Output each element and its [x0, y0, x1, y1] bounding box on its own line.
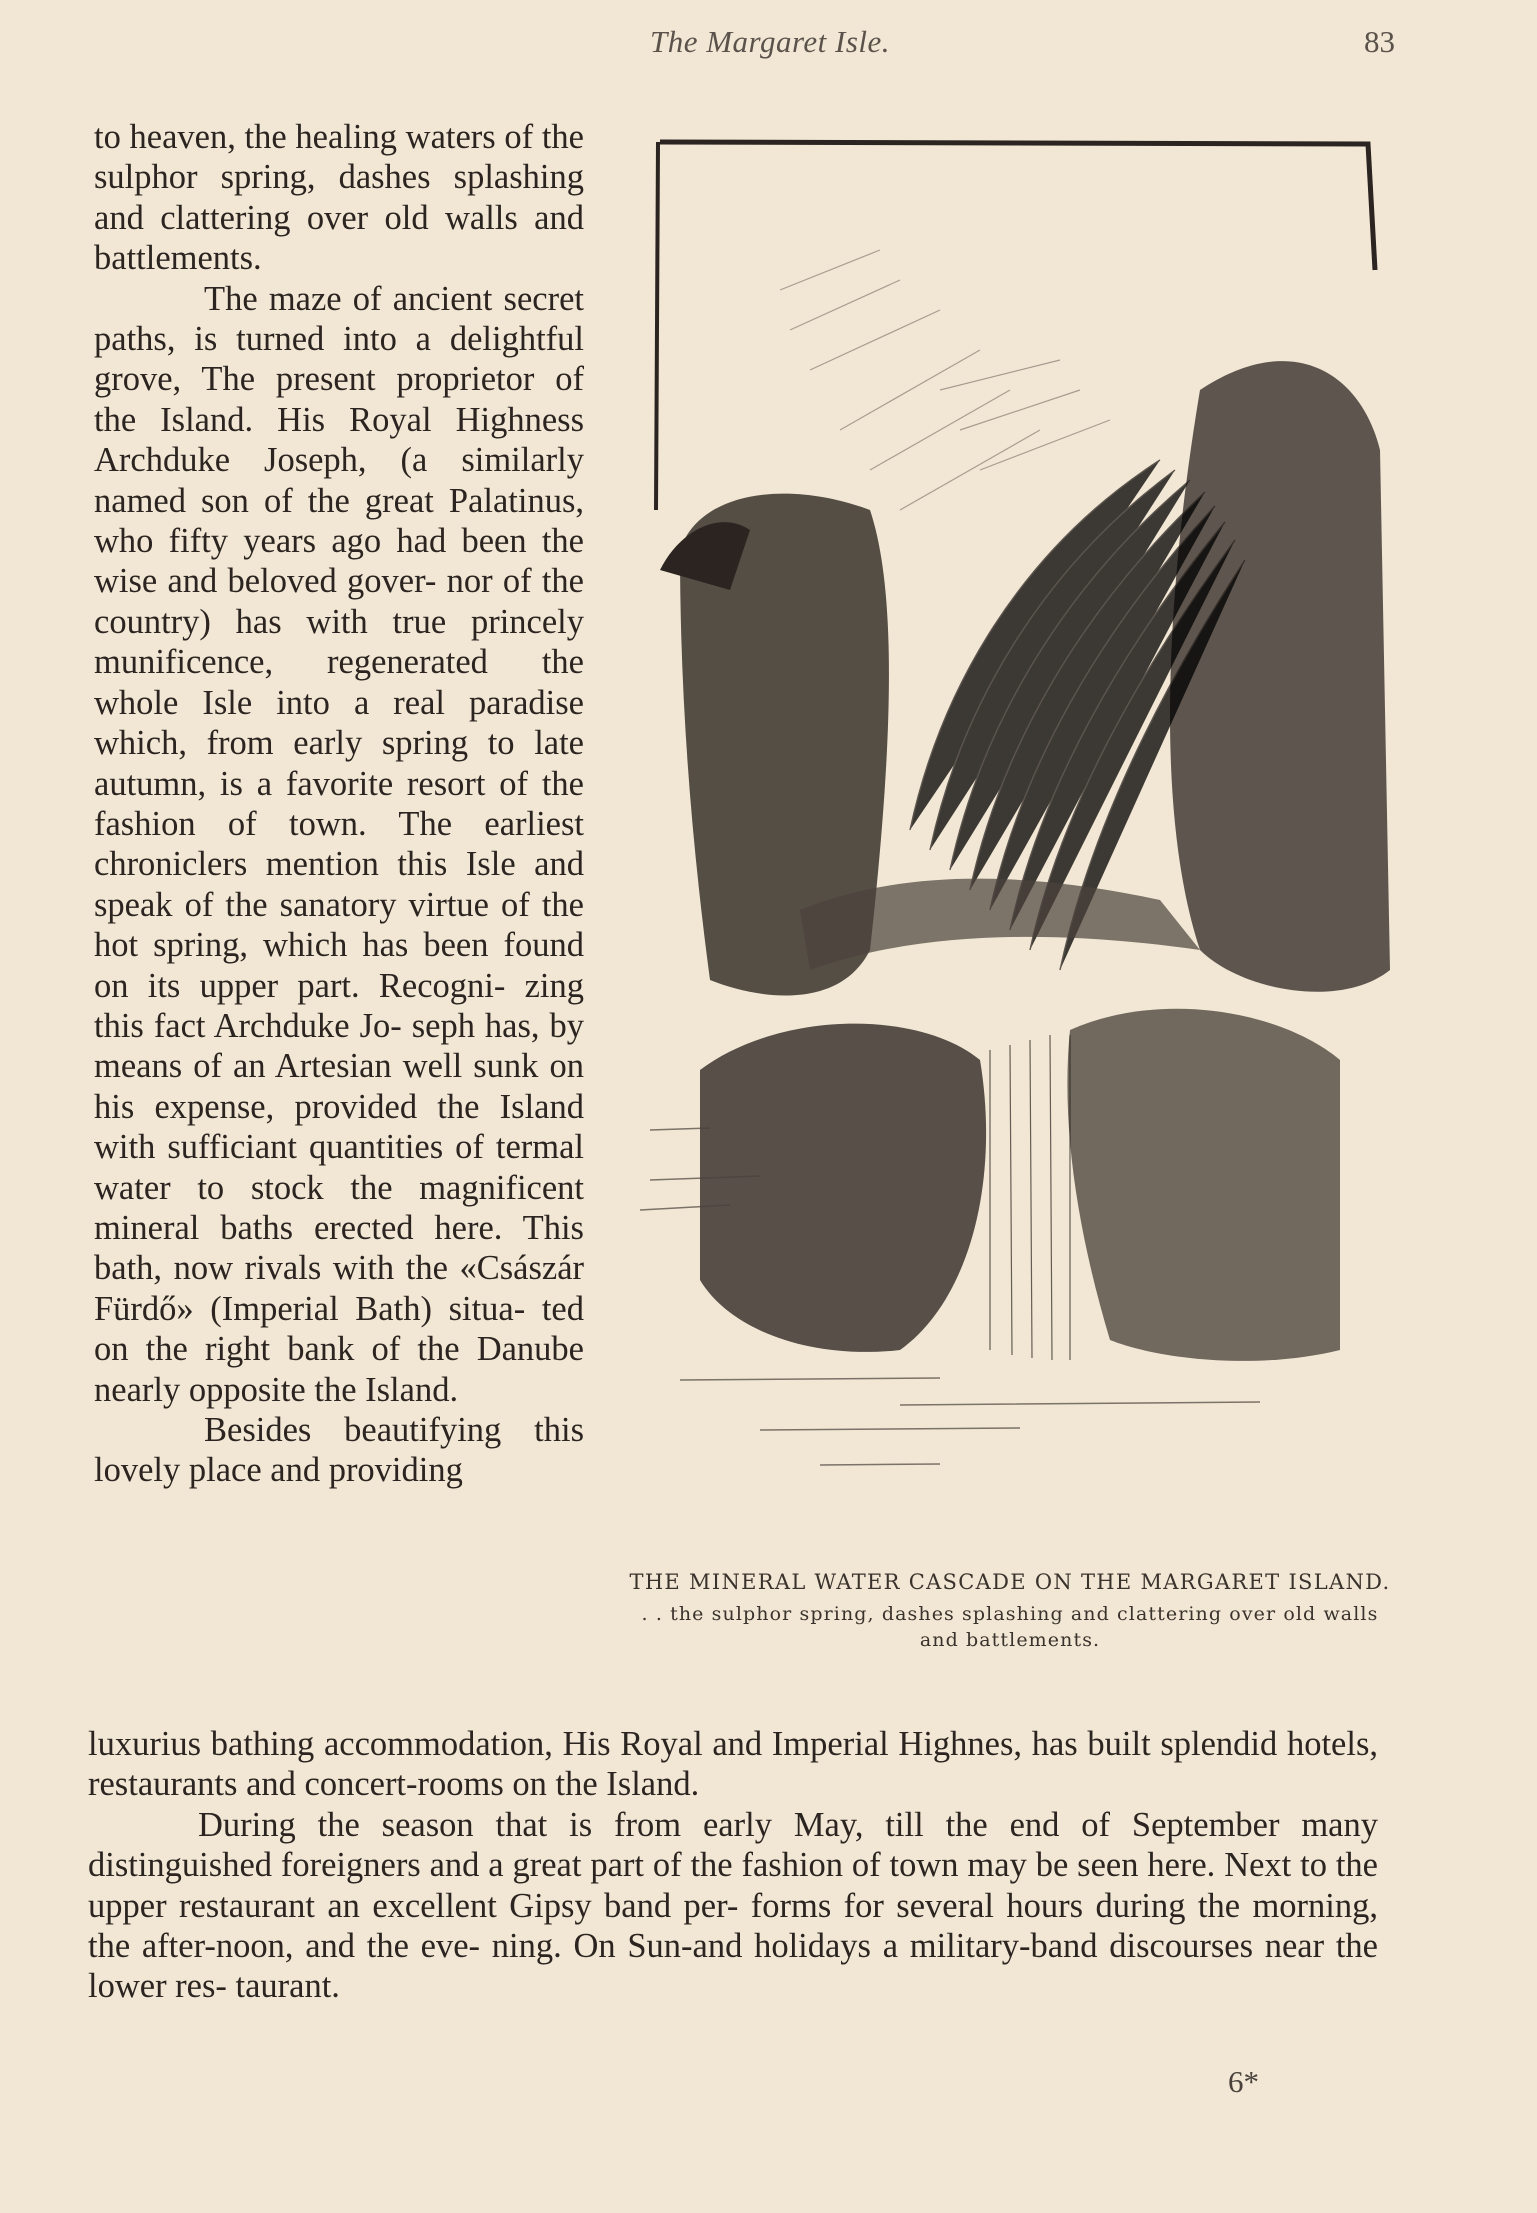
running-title: The Margaret Isle. [649, 24, 891, 59]
paragraph-2: The maze of ancient secret paths, is turned into a delightful grove, The present proprietor of the Island. His Royal Highness Archduke Joseph, (a similarly named son of the great Palatinus, who fifty years ago had been the wise and beloved gover- nor of the country) has with true princely munificence, regenerated the whole Isle into a real paradise which, from early spring to late autumn, is a favorite resort of the fashion of town. The earliest chroniclers mention this Isle and speak of the sanatory virtue of the hot spring, which has been found on its upper part. Recogni- zing this fact Archduke Jo- seph has, by means of an Artesian well sunk on his expense, provided the Island with sufficiant quantities of termal water to stock the magnificent mineral baths erected here. This bath, now rivals with the «Császár Fürdő» (Imperial Bath) situa- ted on the right bank of the Danube nearly opposite the Island. [94, 279, 584, 1409]
paragraph-4: During the season that is from early May, till the end of September many distinguished foreigners and a great part of the fashion of town may be seen here. Next to the upper restaurant an excellent Gipsy band per- forms for several hours during the morning, the after-noon, and the eve- ning. On Sun-and holidays a military-band discourses near the lower res- taurant. [88, 1805, 1378, 2006]
page-header [0, 24, 1537, 68]
paragraph-3-end: luxurius bathing accommodation, His Royal and Imperial Highnes, has built splendid hotels, restaurants and concert-rooms on the Island. [88, 1725, 1378, 1804]
waterfall-engraving [640, 130, 1400, 1520]
full-width-text [88, 1724, 1378, 2007]
waterfall-illustration [640, 130, 1400, 1520]
page-number: 83 [1364, 24, 1395, 59]
caption-title: THE MINERAL WATER CASCADE ON THE MARGARET ISLAND. [629, 1570, 1391, 1594]
paragraph-1: to heaven, the healing waters of the sulphor spring, dashes splashing and clattering over old walls and battlements. [94, 118, 584, 278]
figure-caption [620, 1568, 1400, 1653]
signature-mark: 6* [1228, 2064, 1259, 2099]
left-text-column [94, 117, 584, 1491]
paragraph-3-start: Besides beautifying this lovely place and providing [94, 1411, 584, 1490]
caption-quote: . . the sulphor spring, dashes splashing and clattering over old walls and battlements. [641, 1603, 1379, 1651]
